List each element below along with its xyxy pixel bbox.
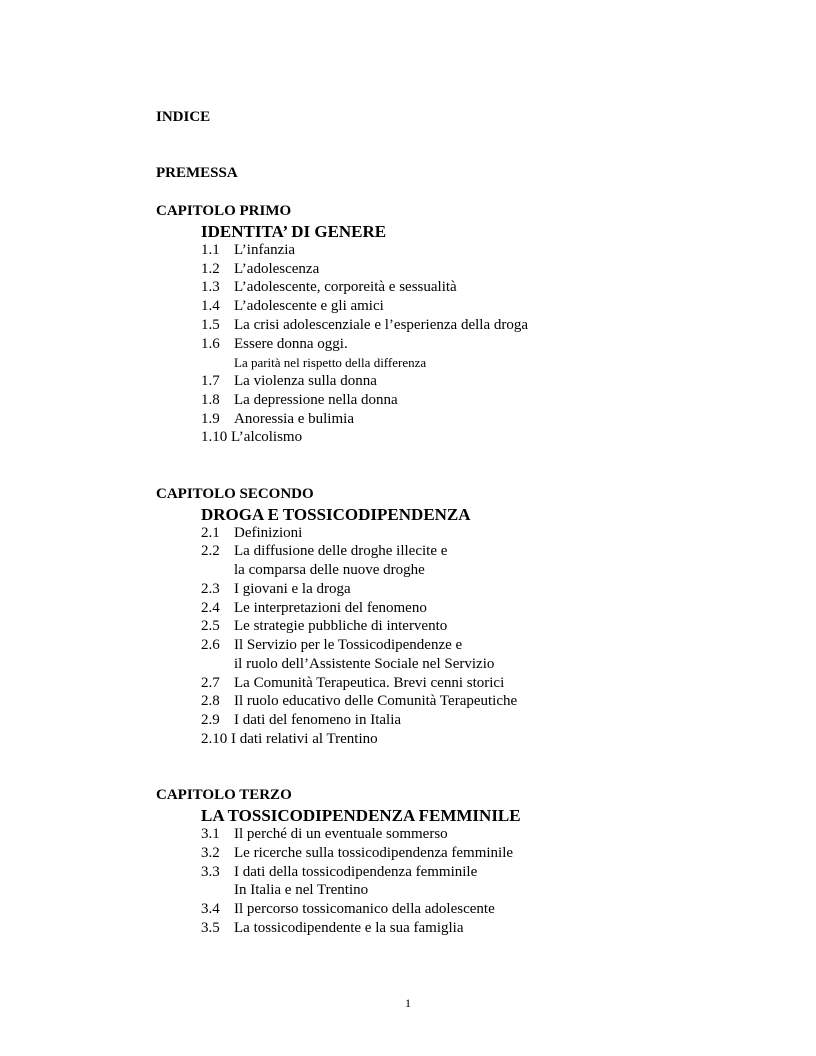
entry-text: L’adolescente e gli amici (234, 298, 384, 314)
chapter-1-heading: CAPITOLO PRIMO (156, 203, 292, 219)
entry-text: L’adolescenza (234, 261, 320, 277)
entry-text: La Comunità Terapeutica. Brevi cenni storici (234, 675, 505, 691)
toc-entry (201, 637, 462, 654)
entry-text: I dati relativi al Trentino (231, 731, 378, 747)
entry-number: 3.1 (201, 826, 220, 842)
toc-entry (201, 731, 378, 748)
entry-continuation: In Italia e nel Trentino (234, 882, 369, 898)
entry-text: Le ricerche sulla tossicodipendenza femminile (234, 845, 514, 861)
toc-entry (201, 336, 348, 353)
entry-number: 3.5 (201, 920, 220, 936)
toc-entry (201, 581, 351, 598)
entry-number: 3.3 (201, 864, 220, 880)
entry-text: La violenza sulla donna (234, 373, 377, 389)
entry-number: 2.5 (201, 618, 220, 634)
premessa-heading: PREMESSA (156, 165, 238, 181)
entry-text: Il Servizio per le Tossicodipendenze e (234, 637, 463, 653)
toc-entry (201, 618, 447, 635)
entry-number: 1.8 (201, 392, 220, 408)
toc-entry (201, 600, 427, 617)
toc-entry (201, 920, 464, 937)
toc-entry (201, 543, 447, 560)
entry-continuation: la comparsa delle nuove droghe (234, 562, 425, 578)
entry-number: 1.3 (201, 279, 220, 295)
toc-entry (201, 261, 319, 278)
page-number: 1 (405, 996, 411, 1010)
entry-number: 1.7 (201, 373, 220, 389)
entry-text: Il ruolo educativo delle Comunità Terapeutiche (234, 693, 518, 709)
entry-number: 1.6 (201, 336, 220, 352)
entry-number: 2.7 (201, 675, 220, 691)
toc-entry (201, 901, 495, 918)
toc-entry (201, 712, 401, 729)
entry-text: Le interpretazioni del fenomeno (234, 600, 427, 616)
entry-number: 2.8 (201, 693, 220, 709)
toc-title: INDICE (156, 109, 211, 125)
entry-text: L’infanzia (234, 242, 296, 258)
toc-entry (201, 675, 504, 692)
entry-number: 3.2 (201, 845, 220, 861)
toc-entry (201, 298, 384, 315)
toc-entry (201, 279, 457, 296)
entry-text: La crisi adolescenziale e l’esperienza della droga (234, 317, 529, 333)
entry-text: La diffusione delle droghe illecite e (234, 543, 448, 559)
entry-number: 2.10 (201, 731, 228, 747)
entry-number: 1.4 (201, 298, 220, 314)
entry-number: 2.6 (201, 637, 220, 653)
entry-text: La depressione nella donna (234, 392, 398, 408)
toc-entry (201, 826, 448, 843)
entry-continuation: il ruolo dell’Assistente Sociale nel Servizio (234, 656, 495, 672)
entry-text: Il perché di un eventuale sommerso (234, 826, 448, 842)
entry-text: La tossicodipendente e la sua famiglia (234, 920, 464, 936)
toc-entry (201, 429, 302, 446)
entry-number: 1.1 (201, 242, 220, 258)
entry-text: Le strategie pubbliche di intervento (234, 618, 448, 634)
entry-text: L’alcolismo (231, 429, 303, 445)
toc-entry (201, 392, 398, 409)
entry-number: 2.3 (201, 581, 220, 597)
chapter-3-title: LA TOSSICODIPENDENZA FEMMINILE (201, 806, 521, 825)
entry-number: 2.2 (201, 543, 220, 559)
toc-entry (201, 693, 517, 710)
entry-number: 1.5 (201, 317, 220, 333)
toc-entry (201, 864, 477, 881)
entry-text: I dati del fenomeno in Italia (234, 712, 402, 728)
chapter-3-heading: CAPITOLO TERZO (156, 787, 292, 803)
toc-entry (201, 373, 377, 390)
toc-entry (201, 411, 354, 428)
entry-text: Definizioni (234, 525, 303, 541)
toc-entry (201, 317, 528, 334)
chapter-2-heading: CAPITOLO SECONDO (156, 486, 314, 502)
entry-number: 1.10 (201, 429, 228, 445)
entry-text: I dati della tossicodipendenza femminile (234, 864, 478, 880)
entry-text: Il percorso tossicomanico della adolescente (234, 901, 495, 917)
toc-entry (201, 242, 295, 259)
toc-entry (201, 525, 302, 542)
entry-number: 1.2 (201, 261, 220, 277)
entry-number: 2.4 (201, 600, 220, 616)
toc-entry (201, 845, 513, 862)
entry-text: Essere donna oggi. (234, 336, 348, 352)
chapter-2-title: DROGA E TOSSICODIPENDENZA (201, 505, 471, 524)
entry-text: L’adolescente, corporeità e sessualità (234, 279, 457, 295)
chapter-1-title: IDENTITA’ DI GENERE (201, 222, 387, 241)
entry-number: 3.4 (201, 901, 220, 917)
entry-number: 1.9 (201, 411, 220, 427)
entry-text: I giovani e la droga (234, 581, 351, 597)
entry-number: 2.1 (201, 525, 220, 541)
entry-text: Anoressia e bulimia (234, 411, 354, 427)
entry-subtitle: La parità nel rispetto della differenza (234, 355, 427, 370)
entry-number: 2.9 (201, 712, 220, 728)
